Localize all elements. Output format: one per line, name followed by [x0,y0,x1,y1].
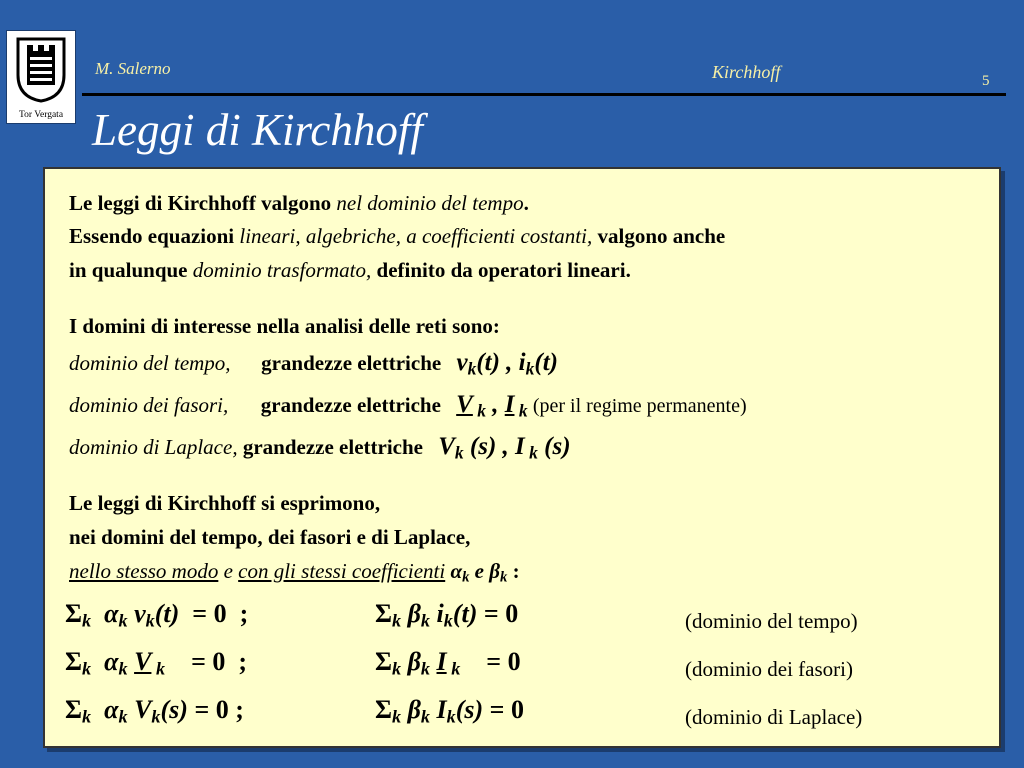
laws-line-2: nei domini del tempo, dei fasori e di Laplace, [69,525,471,549]
domain-name: dominio dei fasori, [69,393,229,417]
university-logo [6,30,76,124]
content-panel [43,167,1001,748]
intro-line-2: Essendo equazioni lineari, algebriche, a coefficienti costanti, valgono anche [69,224,726,248]
slide-title: Leggi di Kirchhoff [92,105,423,155]
domain-note: (per il regime permanente) [532,395,747,417]
equation-label-time: (dominio del tempo) [685,609,858,633]
header-title: Kirchhoff [712,62,781,82]
domain-name: dominio del tempo, [69,351,231,375]
domain-row-time: dominio del tempo, grandezze elettriche $v_k(t)$ , $i_k(t)$ [69,349,558,379]
domain-label: grandezze elettriche [260,393,441,417]
domains-heading: I domini di interesse nella analisi delle reti sono: [69,314,500,338]
equation-label-phasor: (dominio dei fasori) [685,657,853,681]
laws-line-3: nello stesso modo e con gli stessi coefficienti $\alpha_k$ e $\beta_k$ : [69,559,520,586]
domain-row-phasor: dominio dei fasori, grandezze elettriche V $_k$ , I $_k$ (per il regime permanente) [69,391,747,421]
header-rule [82,93,1006,96]
logo-caption: Tor Vergata [18,110,64,120]
equation-time: $\Sigma_k$ $\alpha_k$ $v_k(t) = 0$ ; $\Sigma_k$ $\beta_k$ $i_k(t) = 0$ [65,599,519,631]
intro-line-1: Le leggi di Kirchhoff valgono nel dominio del tempo. [69,191,529,215]
equation-laplace: $\Sigma_k$ $\alpha_k$ $V_k(s) = 0$ ; $\Sigma_k$ $\beta_k$ $I_k(s) = 0$ [65,695,524,727]
domain-row-laplace: dominio di Laplace, grandezze elettriche $V_k$ (s) , I $_k$ (s) [69,433,571,463]
domain-label: grandezze elettriche [242,435,423,459]
author-name: M. Salerno [95,59,171,78]
domain-name: dominio di Laplace, [69,435,238,459]
laws-line-1: Le leggi di Kirchhoff si esprimono, [69,491,381,515]
intro-line-3: in qualunque dominio trasformato, definito da operatori lineari. [69,258,631,282]
page-number: 5 [982,73,990,89]
equation-phasor: $\Sigma_k$ $\alpha_k$ V $_k$ = 0 ; $\Sigma_k$ $\beta_k$ I $_k$ = 0 [65,647,521,679]
domain-label: grandezze elettriche [261,351,442,375]
tower-crest-icon [14,35,68,103]
equation-label-laplace: (dominio di Laplace) [685,705,863,729]
